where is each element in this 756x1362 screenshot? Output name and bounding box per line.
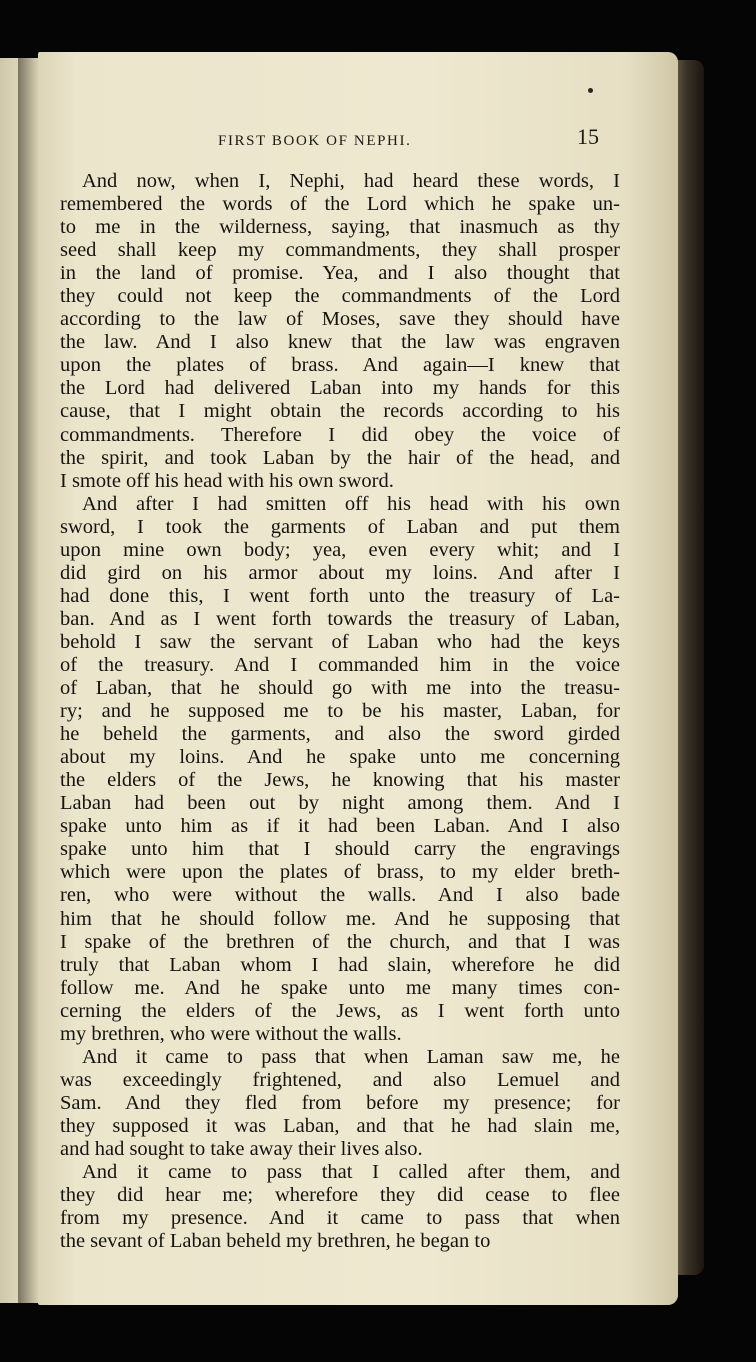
text-line: I spake of the brethren of the church, and that I was	[60, 930, 620, 953]
text-line: And now, when I, Nephi, had heard these words, I	[82, 170, 620, 192]
paragraph	[60, 493, 620, 1046]
text-line: follow me. And he spake unto me many times con-	[60, 976, 620, 999]
text-line: from my presence. And it came to pass that when	[60, 1207, 620, 1230]
paragraph	[60, 170, 620, 493]
text-line: ban. And as I went forth towards the treasury of Laban,	[60, 607, 620, 630]
text-line: ren, who were without the walls. And I also bade	[60, 884, 620, 907]
text-line: And it came to pass that when Laman saw me, he	[82, 1045, 620, 1068]
text-line: upon mine own body; yea, even every whit; and I	[60, 538, 620, 561]
text-line: Laban had been out by night among them. And I	[60, 792, 620, 815]
text-line: which were upon the plates of brass, to my elder breth-	[60, 861, 620, 884]
text-line: and had sought to take away their lives also.	[60, 1137, 423, 1160]
text-line: cerning the elders of the Jews, as I went forth unto	[60, 999, 620, 1022]
text-line: And it came to pass that I called after them, and	[82, 1161, 620, 1184]
text-line: remembered the words of the Lord which he spake un-	[60, 193, 620, 216]
text-line: Sam. And they fled from before my presence; for	[60, 1091, 620, 1114]
text-line: ry; and he supposed me to be his master, Laban, for	[60, 700, 620, 723]
text-line: spake unto him that I should carry the engravings	[60, 838, 620, 861]
text-line: truly that Laban whom I had slain, wherefore he did	[60, 953, 620, 976]
paragraph	[60, 1046, 620, 1161]
text-line: sword, I took the garments of Laban and put them	[60, 515, 620, 538]
paragraph	[60, 1161, 620, 1253]
ink-speck	[588, 88, 593, 93]
text-line: commandments. Therefore I did obey the voice of	[60, 423, 620, 446]
text-line: he beheld the garments, and also the sword girded	[60, 723, 620, 746]
text-line: they could not keep the commandments of the Lord	[60, 285, 620, 308]
text-line: had done this, I went forth unto the treasury of La-	[60, 584, 620, 607]
text-line: was exceedingly frightened, and also Lemuel and	[60, 1068, 620, 1091]
text-line: seed shall keep my commandments, they shall prosper	[60, 239, 620, 262]
text-line: him that he should follow me. And he supposing that	[60, 907, 620, 930]
text-line: cause, that I might obtain the records according to his	[60, 400, 620, 423]
page-number: 15	[577, 124, 599, 149]
text-line: the law. And I also knew that the law was engraven	[60, 331, 620, 354]
text-line: to me in the wilderness, saying, that inasmuch as thy	[60, 216, 620, 239]
text-line: did gird on his armor about my loins. And after I	[60, 561, 620, 584]
text-line: of Laban, that he should go with me into the treasu-	[60, 677, 620, 700]
text-line: And after I had smitten off his head with his own	[82, 492, 620, 515]
running-header-title: FIRST BOOK OF NEPHI.	[218, 133, 412, 149]
text-line: the sevant of Laban beheld my brethren, he began to	[60, 1230, 491, 1253]
page-body-text	[60, 170, 620, 1253]
text-line: they did hear me; wherefore they did cease to flee	[60, 1184, 620, 1207]
text-line: in the land of promise. Yea, and I also thought that	[60, 262, 620, 285]
text-line: spake unto him as if it had been Laban. And I also	[60, 815, 620, 838]
text-line: the Lord had delivered Laban into my hands for this	[60, 377, 620, 400]
text-line: my brethren, who were without the walls.	[60, 1022, 402, 1045]
text-line: about my loins. And he spake unto me concerning	[60, 746, 620, 769]
text-line: the spirit, and took Laban by the hair of the head, and	[60, 446, 620, 469]
text-line: behold I saw the servant of Laban who had the keys	[60, 630, 620, 653]
text-line: according to the law of Moses, save they should have	[60, 308, 620, 331]
text-line: they supposed it was Laban, and that he had slain me,	[60, 1114, 620, 1137]
text-line: upon the plates of brass. And again—I knew that	[60, 354, 620, 377]
text-line: of the treasury. And I commanded him in the voice	[60, 653, 620, 676]
text-line: the elders of the Jews, he knowing that his master	[60, 769, 620, 792]
text-line: I smote off his head with his own sword.	[60, 469, 394, 492]
